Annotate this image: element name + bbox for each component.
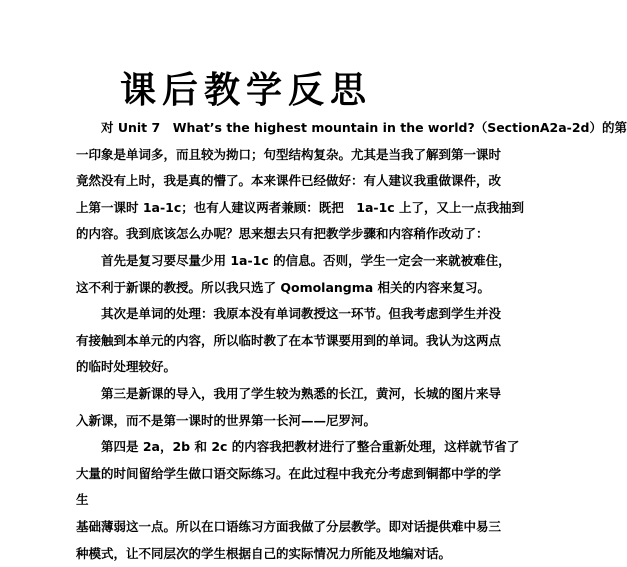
paragraph-line: 基础薄弱这一点。所以在口语练习方面我做了分层教学。即对话提供难中易三	[76, 514, 436, 541]
paragraph-line: 有接触到本单元的内容，所以临时教了在本节课要用到的单词。我认为这两点	[76, 328, 436, 355]
paragraph-line: 大量的时间留给学生做口语交际练习。在此过程中我充分考虑到铜都中学的学	[76, 461, 436, 488]
paragraph-line: 其次是单词的处理：我原本没有单词教授这一环节。但我考虑到学生并没	[76, 301, 436, 328]
paragraph-line: 种模式，让不同层次的学生根据自己的实际情况力所能及地编对话。	[76, 541, 436, 567]
paragraph-line: 第四是 2a，2b 和 2c 的内容我把教材进行了整合重新处理，这样就节省了	[76, 434, 436, 461]
document-body	[76, 115, 436, 567]
paragraph-line: 对 Unit 7 What’s the highest mountain in the world?（SectionA2a-2d）的第	[76, 115, 436, 142]
paragraph-line: 竟然没有上时，我是真的懵了。本来课件已经做好：有人建议我重做课件，改	[76, 168, 436, 195]
page-title: 课后教学反思	[120, 66, 372, 114]
paragraph-line: 入新课，而不是第一课时的世界第一长河——尼罗河。	[76, 408, 436, 435]
paragraph-line: 上第一课时 1a-1c；也有人建议两者兼顾：既把 1a-1c 上了，又上一点我抽到	[76, 195, 436, 222]
paragraph-line: 一印象是单词多，而且较为拗口；句型结构复杂。尤其是当我了解到第一课时	[76, 142, 436, 169]
paragraph-line: 的内容。我到底该怎么办呢？思来想去只有把教学步骤和内容稍作改动了：	[76, 221, 436, 248]
paragraph-line: 生	[76, 487, 436, 514]
paragraph-line: 首先是复习要尽量少用 1a-1c 的信息。否则，学生一定会一来就被难住，	[76, 248, 436, 275]
paragraph-line: 这不利于新课的教授。所以我只选了 Qomolangma 相关的内容来复习。	[76, 275, 436, 302]
paragraph-line: 第三是新课的导入，我用了学生较为熟悉的长江，黄河，长城的图片来导	[76, 381, 436, 408]
paragraph-line: 的临时处理较好。	[76, 354, 436, 381]
